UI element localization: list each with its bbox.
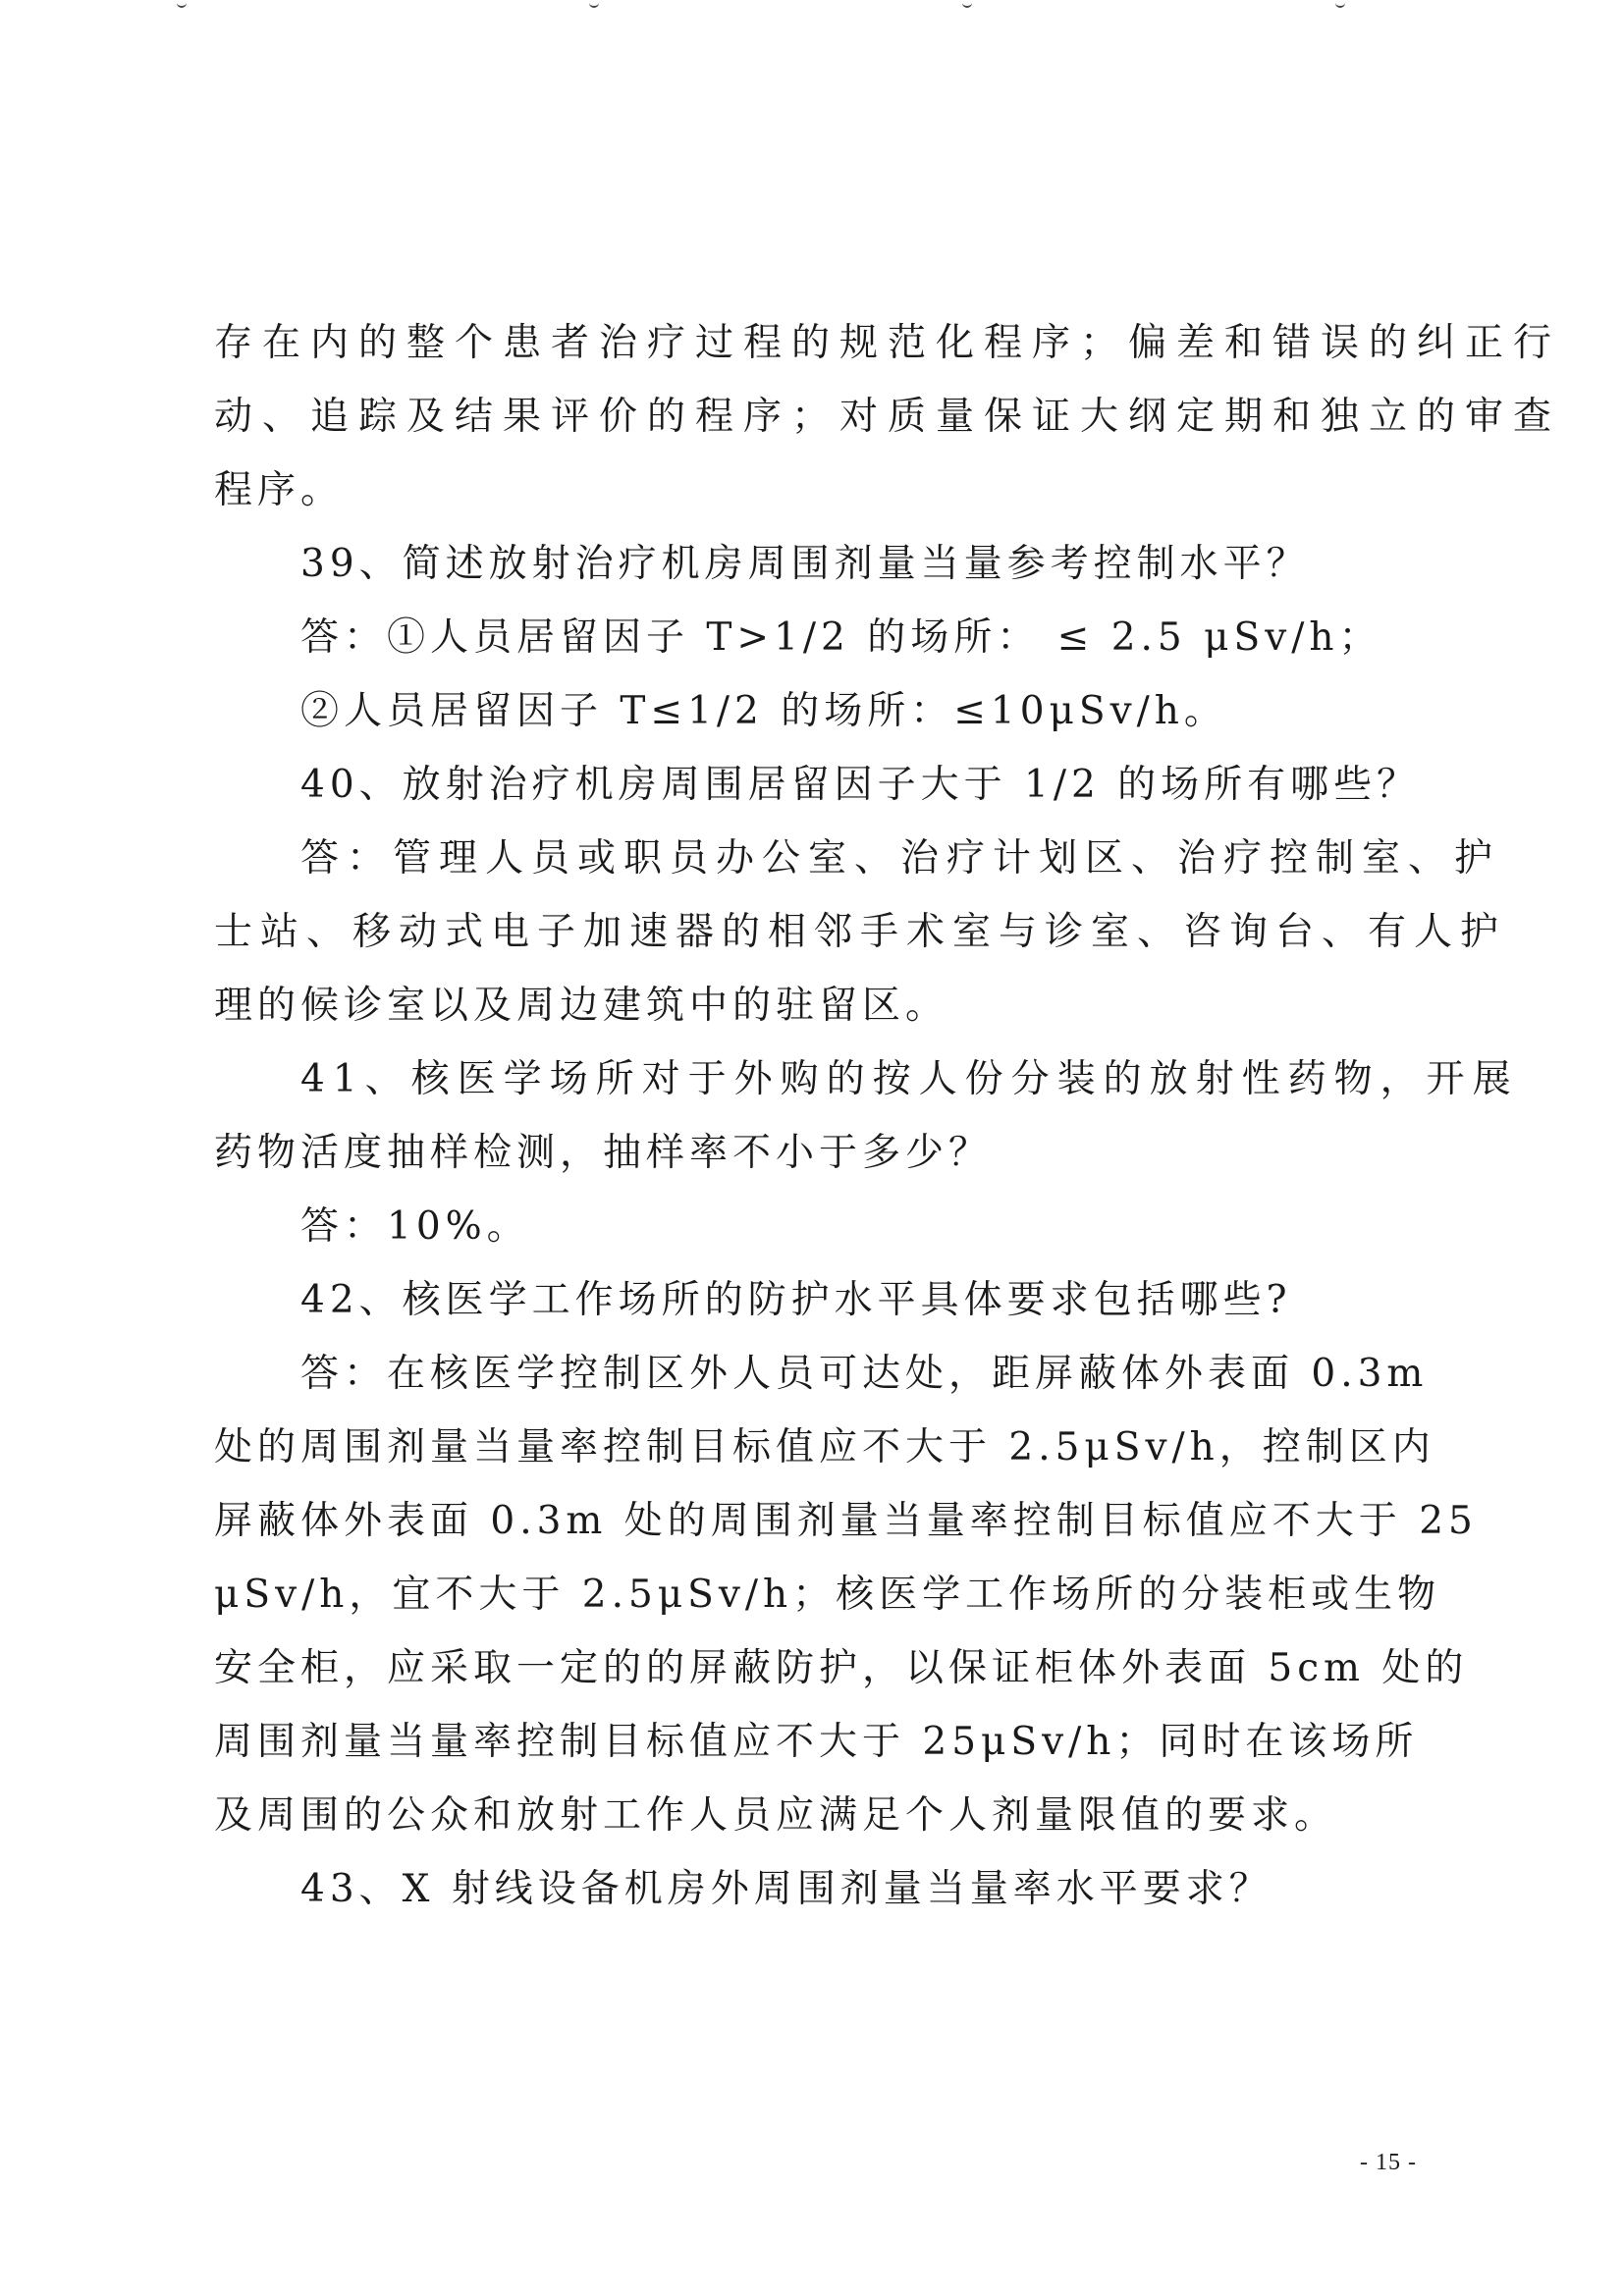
- text-line: 屏蔽体外表面 0.3m 处的周围剂量当量率控制目标值应不大于 25: [214, 1499, 1478, 1543]
- question-40: 40、放射治疗机房周围居留因子大于 1/2 的场所有哪些？: [300, 763, 1421, 807]
- text-line: 动、追踪及结果评价的程序；对质量保证大纲定期和独立的审查: [214, 395, 1562, 439]
- answer-42: 答：在核医学控制区外人员可达处，距屏蔽体外表面 0.3m: [300, 1352, 1429, 1396]
- text-line: μSv/h，宜不大于 2.5μSv/h；核医学工作场所的分装柜或生物: [214, 1573, 1441, 1617]
- question-43: 43、X 射线设备机房外周围剂量当量率水平要求？: [300, 1867, 1272, 1911]
- text-line: 及周围的公众和放射工作人员应满足个人剂量限值的要求。: [214, 1793, 1338, 1838]
- question-42: 42、核医学工作场所的防护水平具体要求包括哪些?: [300, 1278, 1292, 1322]
- text-line: 士站、移动式电子加速器的相邻手术室与诊室、咨询台、有人护: [214, 910, 1507, 954]
- text-line: 存在内的整个患者治疗过程的规范化程序；偏差和错误的纠正行: [214, 321, 1562, 365]
- text-line: 理的候诊室以及周边建筑中的驻留区。: [214, 984, 949, 1028]
- page-number: - 15 -: [1360, 2150, 1417, 2175]
- scan-edge-marks: [177, 0, 1355, 14]
- text-line: 安全柜，应采取一定的的屏蔽防护，以保证柜体外表面 5cm 处的: [214, 1646, 1469, 1690]
- question-39: 39、简述放射治疗机房周围剂量当量参考控制水平？: [300, 542, 1310, 586]
- answer-39: 答：①人员居留因子 T>1/2 的场所： ≤ 2.5 μSv/h；: [300, 615, 1382, 660]
- text-line: 周围剂量当量率控制目标值应不大于 25μSv/h；同时在该场所: [214, 1720, 1419, 1764]
- question-41: 41、核医学场所对于外购的按人份分装的放射性药物，开展: [300, 1057, 1519, 1101]
- text-line: 程序。: [214, 468, 345, 512]
- body-text: [214, 306, 1562, 1926]
- text-line: 药物活度抽样检测，抽样率不小于多少？: [214, 1131, 993, 1175]
- answer-40: 答：管理人员或职员办公室、治疗计划区、治疗控制室、护: [300, 836, 1501, 881]
- answer-41: 答：10%。: [300, 1204, 530, 1249]
- text-line: ②人员居留因子 T≤1/2 的场所：≤10μSv/h。: [300, 689, 1227, 733]
- text-line: 处的周围剂量当量率控制目标值应不大于 2.5μSv/h，控制区内: [214, 1425, 1435, 1469]
